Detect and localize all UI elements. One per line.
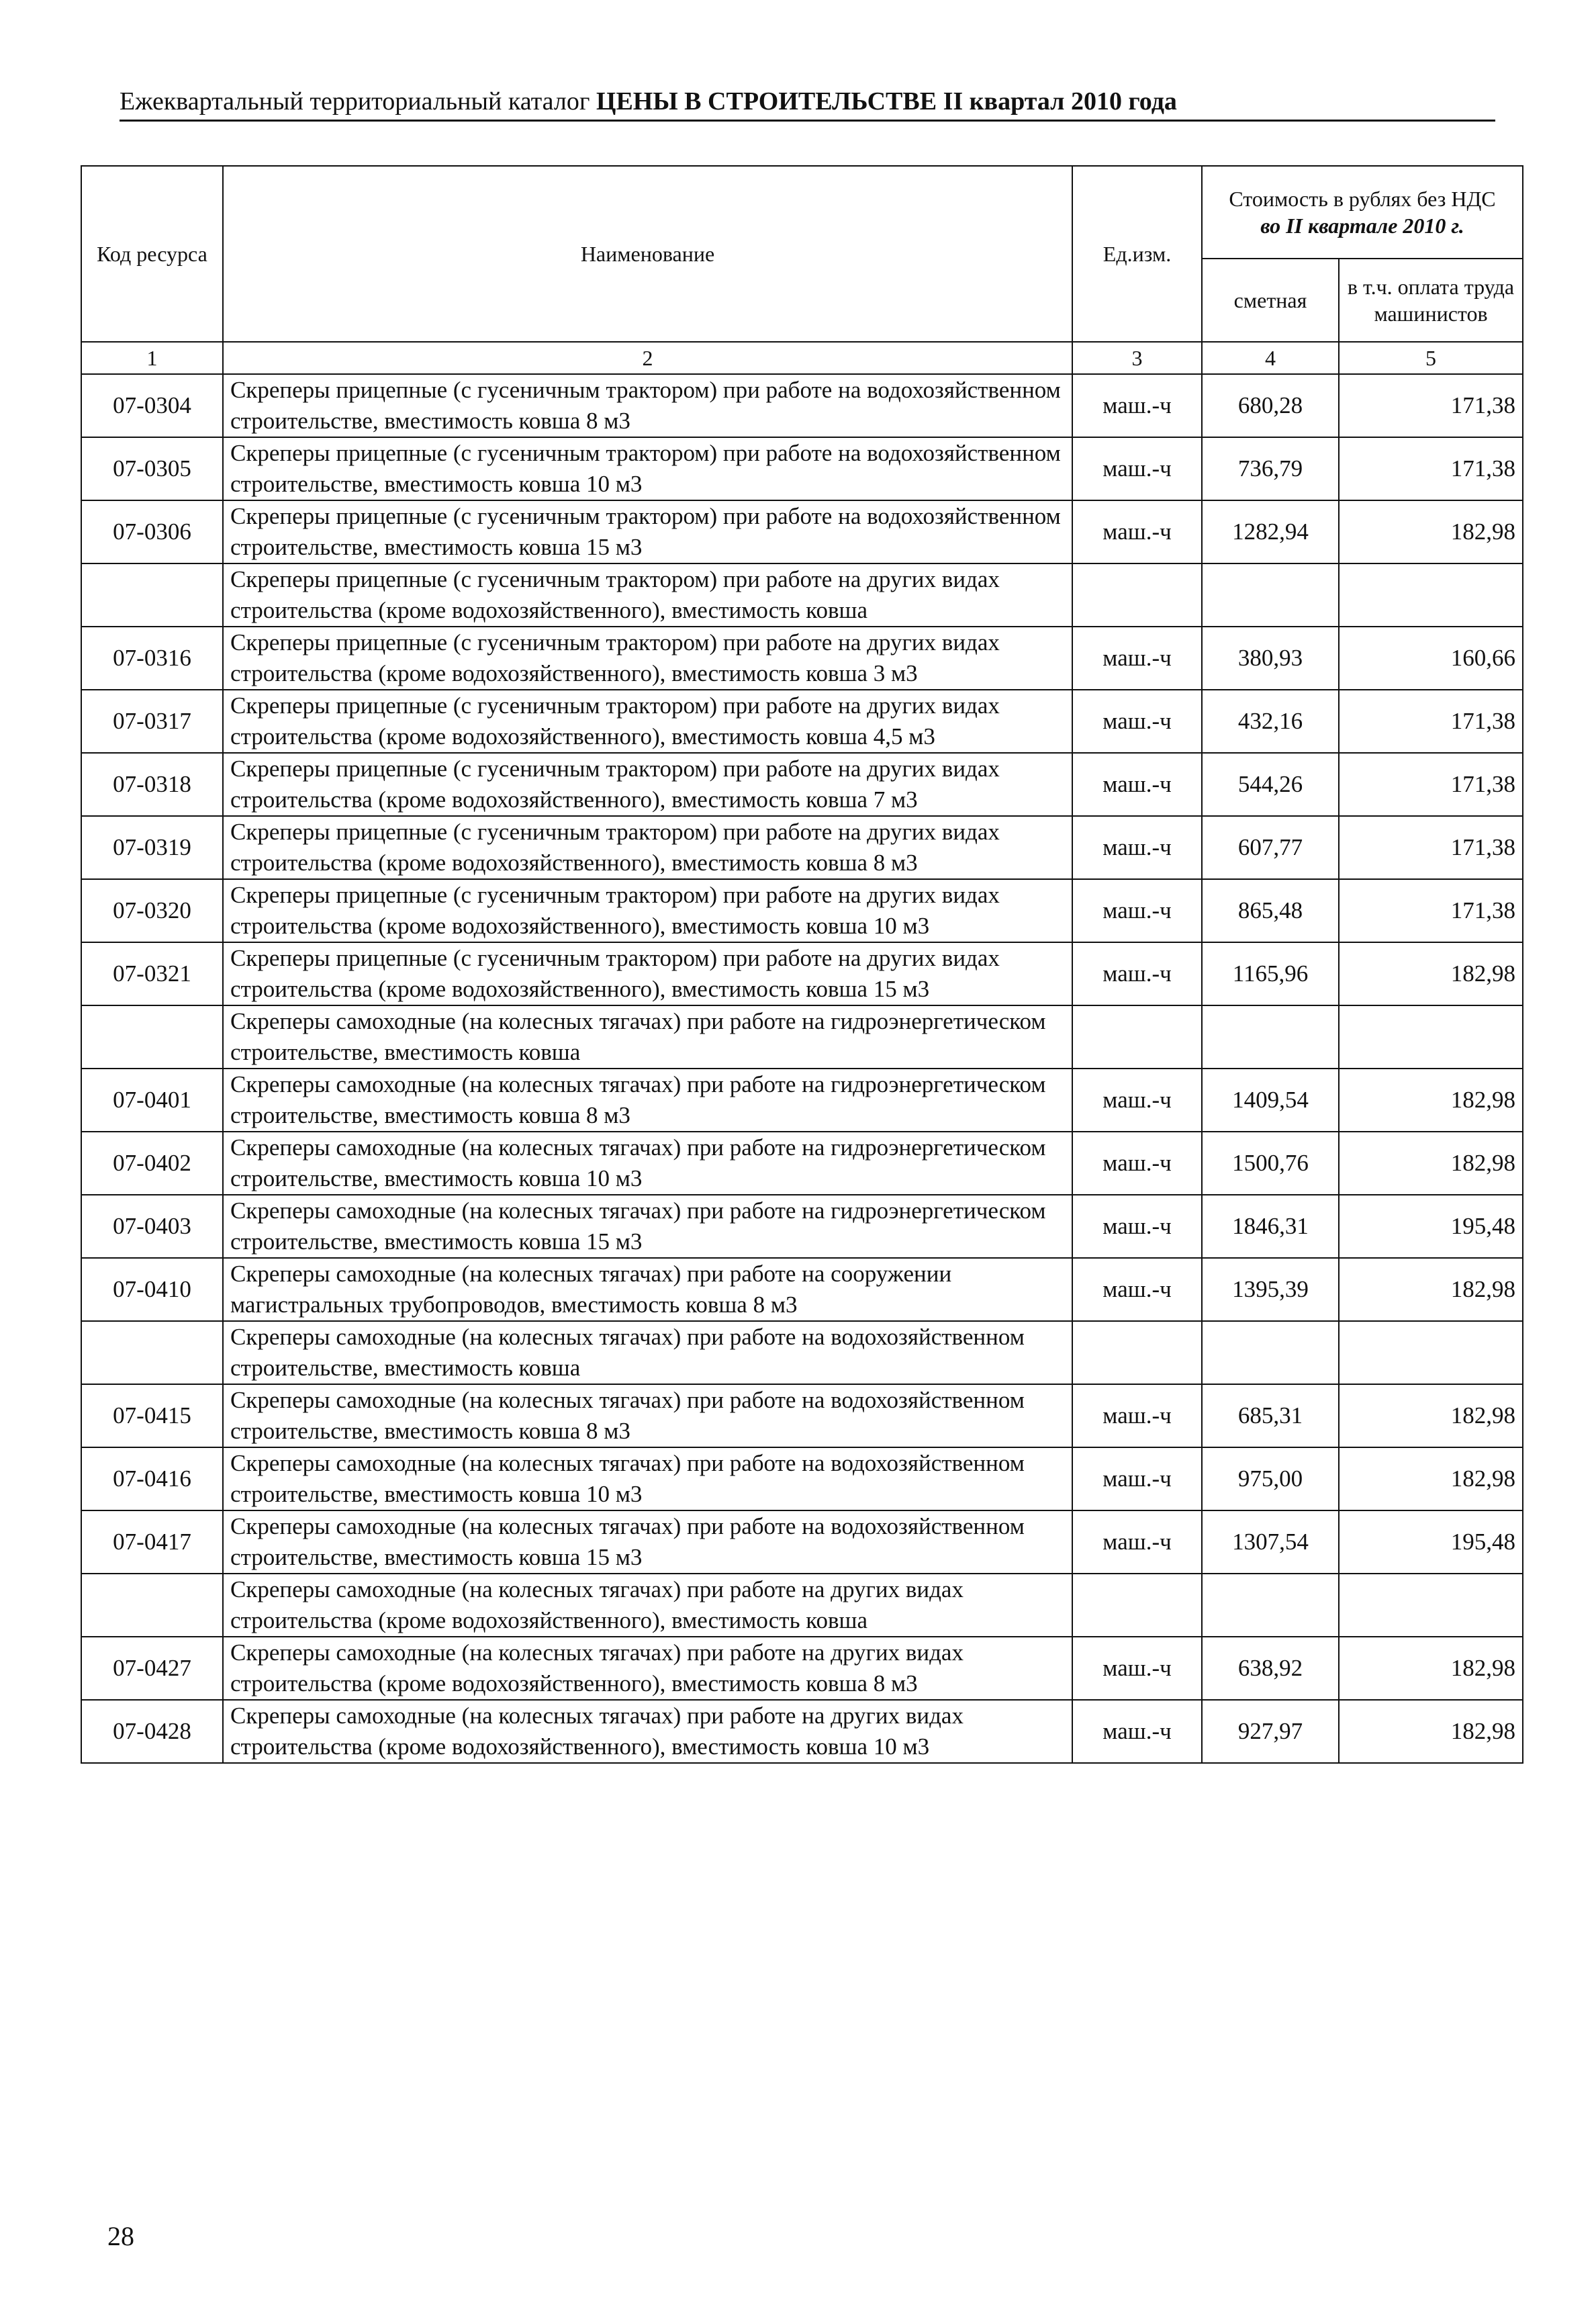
resource-code-cell: 07-0304 bbox=[81, 374, 223, 437]
resource-name-cell: Скреперы самоходные (на колесных тягачах) при работе на водохозяйственном строительстве, вместимость ковша 8 м3 bbox=[223, 1384, 1072, 1447]
resource-name-cell: Скреперы прицепные (с гусеничным трактором) при работе на водохозяйственном строительстве, вместимость ковша 10 м3 bbox=[223, 437, 1072, 500]
estimate-price-cell: 1846,31 bbox=[1202, 1195, 1339, 1258]
resource-name-cell: Скреперы самоходные (на колесных тягачах) при работе на гидроэнергетическом строительстве, вместимость ковша 10 м3 bbox=[223, 1132, 1072, 1195]
resource-name-cell: Скреперы самоходные (на колесных тягачах) при работе на сооружении магистральных трубопроводов, вместимость ковша 8 м3 bbox=[223, 1258, 1072, 1321]
column-number: 5 bbox=[1339, 342, 1523, 374]
estimate-price-cell bbox=[1202, 563, 1339, 627]
unit-cell bbox=[1072, 563, 1202, 627]
unit-cell: маш.-ч bbox=[1072, 627, 1202, 690]
resource-name-cell: Скреперы прицепные (с гусеничным трактором) при работе на других видах строительства (кроме водохозяйственного), вместимость ковша 15 м3 bbox=[223, 942, 1072, 1005]
header-title: ЦЕНЫ В СТРОИТЕЛЬСТВЕ II квартал 2010 года bbox=[596, 87, 1177, 116]
estimate-price-cell: 975,00 bbox=[1202, 1447, 1339, 1510]
table-row bbox=[81, 1510, 1523, 1574]
estimate-price-cell: 685,31 bbox=[1202, 1384, 1339, 1447]
resource-code-cell bbox=[81, 1005, 223, 1069]
resource-code-cell: 07-0427 bbox=[81, 1637, 223, 1700]
resource-name-cell: Скреперы прицепные (с гусеничным трактором) при работе на других видах строительства (кроме водохозяйственного), вместимость ковша 10 м3 bbox=[223, 879, 1072, 942]
unit-cell: маш.-ч bbox=[1072, 1195, 1202, 1258]
table-body bbox=[81, 342, 1523, 1763]
operator-wage-cell: 171,38 bbox=[1339, 753, 1523, 816]
operator-wage-cell: 182,98 bbox=[1339, 1258, 1523, 1321]
table-row bbox=[81, 627, 1523, 690]
resource-code-cell: 07-0410 bbox=[81, 1258, 223, 1321]
unit-cell: маш.-ч bbox=[1072, 1132, 1202, 1195]
resource-name-cell: Скреперы самоходные (на колесных тягачах) при работе на других видах строительства (кроме водохозяйственного), вместимость ковша 10 м3 bbox=[223, 1700, 1072, 1763]
resource-code-cell: 07-0306 bbox=[81, 500, 223, 563]
operator-wage-cell: 182,98 bbox=[1339, 1637, 1523, 1700]
operator-wage-cell: 171,38 bbox=[1339, 374, 1523, 437]
estimate-price-cell: 1500,76 bbox=[1202, 1132, 1339, 1195]
table-row bbox=[81, 374, 1523, 437]
resource-name-cell: Скреперы самоходные (на колесных тягачах) при работе на других видах строительства (кроме водохозяйственного), вместимость ковша 8 м3 bbox=[223, 1637, 1072, 1700]
operator-wage-cell bbox=[1339, 1574, 1523, 1637]
estimate-price-cell: 607,77 bbox=[1202, 816, 1339, 879]
operator-wage-cell: 182,98 bbox=[1339, 1132, 1523, 1195]
estimate-price-cell: 1307,54 bbox=[1202, 1510, 1339, 1574]
operator-wage-cell: 195,48 bbox=[1339, 1195, 1523, 1258]
unit-cell: маш.-ч bbox=[1072, 1510, 1202, 1574]
column-number: 3 bbox=[1072, 342, 1202, 374]
estimate-price-cell: 1395,39 bbox=[1202, 1258, 1339, 1321]
table-row bbox=[81, 1447, 1523, 1510]
unit-cell: маш.-ч bbox=[1072, 374, 1202, 437]
unit-cell: маш.-ч bbox=[1072, 1447, 1202, 1510]
table-row bbox=[81, 500, 1523, 563]
header-wage: в т.ч. оплата труда машинистов bbox=[1339, 259, 1523, 342]
table-row bbox=[81, 1321, 1523, 1384]
operator-wage-cell: 171,38 bbox=[1339, 816, 1523, 879]
resource-name-cell: Скреперы самоходные (на колесных тягачах) при работе на водохозяйственном строительстве, вместимость ковша bbox=[223, 1321, 1072, 1384]
table-row bbox=[81, 1069, 1523, 1132]
estimate-price-cell bbox=[1202, 1574, 1339, 1637]
header-estimate: сметная bbox=[1202, 259, 1339, 342]
operator-wage-cell: 182,98 bbox=[1339, 500, 1523, 563]
operator-wage-cell bbox=[1339, 563, 1523, 627]
resource-code-cell: 07-0317 bbox=[81, 690, 223, 753]
unit-cell: маш.-ч bbox=[1072, 879, 1202, 942]
table-row bbox=[81, 437, 1523, 500]
estimate-price-cell: 680,28 bbox=[1202, 374, 1339, 437]
operator-wage-cell: 160,66 bbox=[1339, 627, 1523, 690]
operator-wage-cell: 182,98 bbox=[1339, 1069, 1523, 1132]
table-row bbox=[81, 1132, 1523, 1195]
unit-cell: маш.-ч bbox=[1072, 1700, 1202, 1763]
unit-cell: маш.-ч bbox=[1072, 1384, 1202, 1447]
header-name: Наименование bbox=[223, 166, 1072, 342]
table-row bbox=[81, 879, 1523, 942]
unit-cell bbox=[1072, 1005, 1202, 1069]
resource-name-cell: Скреперы прицепные (с гусеничным трактором) при работе на других видах строительства (кроме водохозяйственного), вместимость ковша 8 м3 bbox=[223, 816, 1072, 879]
resource-code-cell: 07-0316 bbox=[81, 627, 223, 690]
operator-wage-cell: 171,38 bbox=[1339, 879, 1523, 942]
resource-code-cell: 07-0416 bbox=[81, 1447, 223, 1510]
table-row bbox=[81, 816, 1523, 879]
column-number: 1 bbox=[81, 342, 223, 374]
resource-name-cell: Скреперы самоходные (на колесных тягачах) при работе на других видах строительства (кроме водохозяйственного), вместимость ковша bbox=[223, 1574, 1072, 1637]
unit-cell: маш.-ч bbox=[1072, 942, 1202, 1005]
resource-code-cell bbox=[81, 1321, 223, 1384]
estimate-price-cell: 927,97 bbox=[1202, 1700, 1339, 1763]
table-row bbox=[81, 1574, 1523, 1637]
resource-name-cell: Скреперы прицепные (с гусеничным трактором) при работе на водохозяйственном строительстве, вместимость ковша 15 м3 bbox=[223, 500, 1072, 563]
header-period: во II квартале 2010 г. bbox=[1260, 214, 1464, 238]
unit-cell: маш.-ч bbox=[1072, 1258, 1202, 1321]
estimate-price-cell: 1282,94 bbox=[1202, 500, 1339, 563]
operator-wage-cell: 195,48 bbox=[1339, 1510, 1523, 1574]
resource-code-cell: 07-0428 bbox=[81, 1700, 223, 1763]
table-row bbox=[81, 1637, 1523, 1700]
operator-wage-cell: 182,98 bbox=[1339, 942, 1523, 1005]
estimate-price-cell: 1409,54 bbox=[1202, 1069, 1339, 1132]
unit-cell: маш.-ч bbox=[1072, 753, 1202, 816]
header-prefix: Ежеквартальный территориальный каталог bbox=[120, 87, 590, 116]
resource-code-cell: 07-0305 bbox=[81, 437, 223, 500]
column-number: 2 bbox=[223, 342, 1072, 374]
page-header bbox=[120, 86, 1495, 122]
operator-wage-cell: 171,38 bbox=[1339, 437, 1523, 500]
page-number: 28 bbox=[107, 2221, 134, 2251]
resource-name-cell: Скреперы прицепные (с гусеничным трактором) при работе на других видах строительства (кроме водохозяйственного), вместимость ковша 3 м3 bbox=[223, 627, 1072, 690]
resource-code-cell: 07-0403 bbox=[81, 1195, 223, 1258]
header-cost-label: Стоимость в рублях без НДС bbox=[1229, 187, 1496, 211]
resource-name-cell: Скреперы самоходные (на колесных тягачах) при работе на гидроэнергетическом строительстве, вместимость ковша 8 м3 bbox=[223, 1069, 1072, 1132]
estimate-price-cell bbox=[1202, 1005, 1339, 1069]
resource-name-cell: Скреперы прицепные (с гусеничным трактором) при работе на других видах строительства (кроме водохозяйственного), вместимость ковша bbox=[223, 563, 1072, 627]
unit-cell: маш.-ч bbox=[1072, 1069, 1202, 1132]
resource-name-cell: Скреперы прицепные (с гусеничным трактором) при работе на других видах строительства (кроме водохозяйственного), вместимость ковша 4,5 м3 bbox=[223, 690, 1072, 753]
resource-code-cell bbox=[81, 1574, 223, 1637]
resource-name-cell: Скреперы самоходные (на колесных тягачах) при работе на гидроэнергетическом строительстве, вместимость ковша 15 м3 bbox=[223, 1195, 1072, 1258]
table-row bbox=[81, 1258, 1523, 1321]
table-row bbox=[81, 563, 1523, 627]
unit-cell bbox=[1072, 1574, 1202, 1637]
operator-wage-cell bbox=[1339, 1005, 1523, 1069]
operator-wage-cell: 182,98 bbox=[1339, 1700, 1523, 1763]
price-table bbox=[81, 165, 1523, 1764]
resource-code-cell bbox=[81, 563, 223, 627]
unit-cell: маш.-ч bbox=[1072, 690, 1202, 753]
resource-name-cell: Скреперы самоходные (на колесных тягачах) при работе на водохозяйственном строительстве, вместимость ковша 15 м3 bbox=[223, 1510, 1072, 1574]
resource-name-cell: Скреперы самоходные (на колесных тягачах) при работе на водохозяйственном строительстве, вместимость ковша 10 м3 bbox=[223, 1447, 1072, 1510]
table-row bbox=[81, 753, 1523, 816]
table-row bbox=[81, 942, 1523, 1005]
resource-name-cell: Скреперы самоходные (на колесных тягачах) при работе на гидроэнергетическом строительстве, вместимость ковша bbox=[223, 1005, 1072, 1069]
table-header bbox=[81, 166, 1523, 342]
column-number: 4 bbox=[1202, 342, 1339, 374]
operator-wage-cell bbox=[1339, 1321, 1523, 1384]
resource-code-cell: 07-0402 bbox=[81, 1132, 223, 1195]
operator-wage-cell: 182,98 bbox=[1339, 1384, 1523, 1447]
unit-cell: маш.-ч bbox=[1072, 816, 1202, 879]
resource-code-cell: 07-0319 bbox=[81, 816, 223, 879]
estimate-price-cell bbox=[1202, 1321, 1339, 1384]
resource-code-cell: 07-0321 bbox=[81, 942, 223, 1005]
operator-wage-cell: 182,98 bbox=[1339, 1447, 1523, 1510]
table-row bbox=[81, 1005, 1523, 1069]
unit-cell: маш.-ч bbox=[1072, 1637, 1202, 1700]
resource-code-cell: 07-0415 bbox=[81, 1384, 223, 1447]
column-number-row bbox=[81, 342, 1523, 374]
resource-name-cell: Скреперы прицепные (с гусеничным трактором) при работе на водохозяйственном строительстве, вместимость ковша 8 м3 bbox=[223, 374, 1072, 437]
header-unit: Ед.изм. bbox=[1072, 166, 1202, 342]
estimate-price-cell: 638,92 bbox=[1202, 1637, 1339, 1700]
unit-cell bbox=[1072, 1321, 1202, 1384]
header-cost-group bbox=[1202, 166, 1523, 259]
operator-wage-cell: 171,38 bbox=[1339, 690, 1523, 753]
estimate-price-cell: 544,26 bbox=[1202, 753, 1339, 816]
header-code: Код ресурса bbox=[81, 166, 223, 342]
resource-code-cell: 07-0417 bbox=[81, 1510, 223, 1574]
unit-cell: маш.-ч bbox=[1072, 437, 1202, 500]
resource-code-cell: 07-0401 bbox=[81, 1069, 223, 1132]
table-row bbox=[81, 690, 1523, 753]
resource-name-cell: Скреперы прицепные (с гусеничным трактором) при работе на других видах строительства (кроме водохозяйственного), вместимость ковша 7 м3 bbox=[223, 753, 1072, 816]
estimate-price-cell: 1165,96 bbox=[1202, 942, 1339, 1005]
table-row bbox=[81, 1195, 1523, 1258]
table-row bbox=[81, 1384, 1523, 1447]
table-row bbox=[81, 1700, 1523, 1763]
resource-code-cell: 07-0318 bbox=[81, 753, 223, 816]
estimate-price-cell: 380,93 bbox=[1202, 627, 1339, 690]
estimate-price-cell: 865,48 bbox=[1202, 879, 1339, 942]
resource-code-cell: 07-0320 bbox=[81, 879, 223, 942]
estimate-price-cell: 432,16 bbox=[1202, 690, 1339, 753]
unit-cell: маш.-ч bbox=[1072, 500, 1202, 563]
estimate-price-cell: 736,79 bbox=[1202, 437, 1339, 500]
